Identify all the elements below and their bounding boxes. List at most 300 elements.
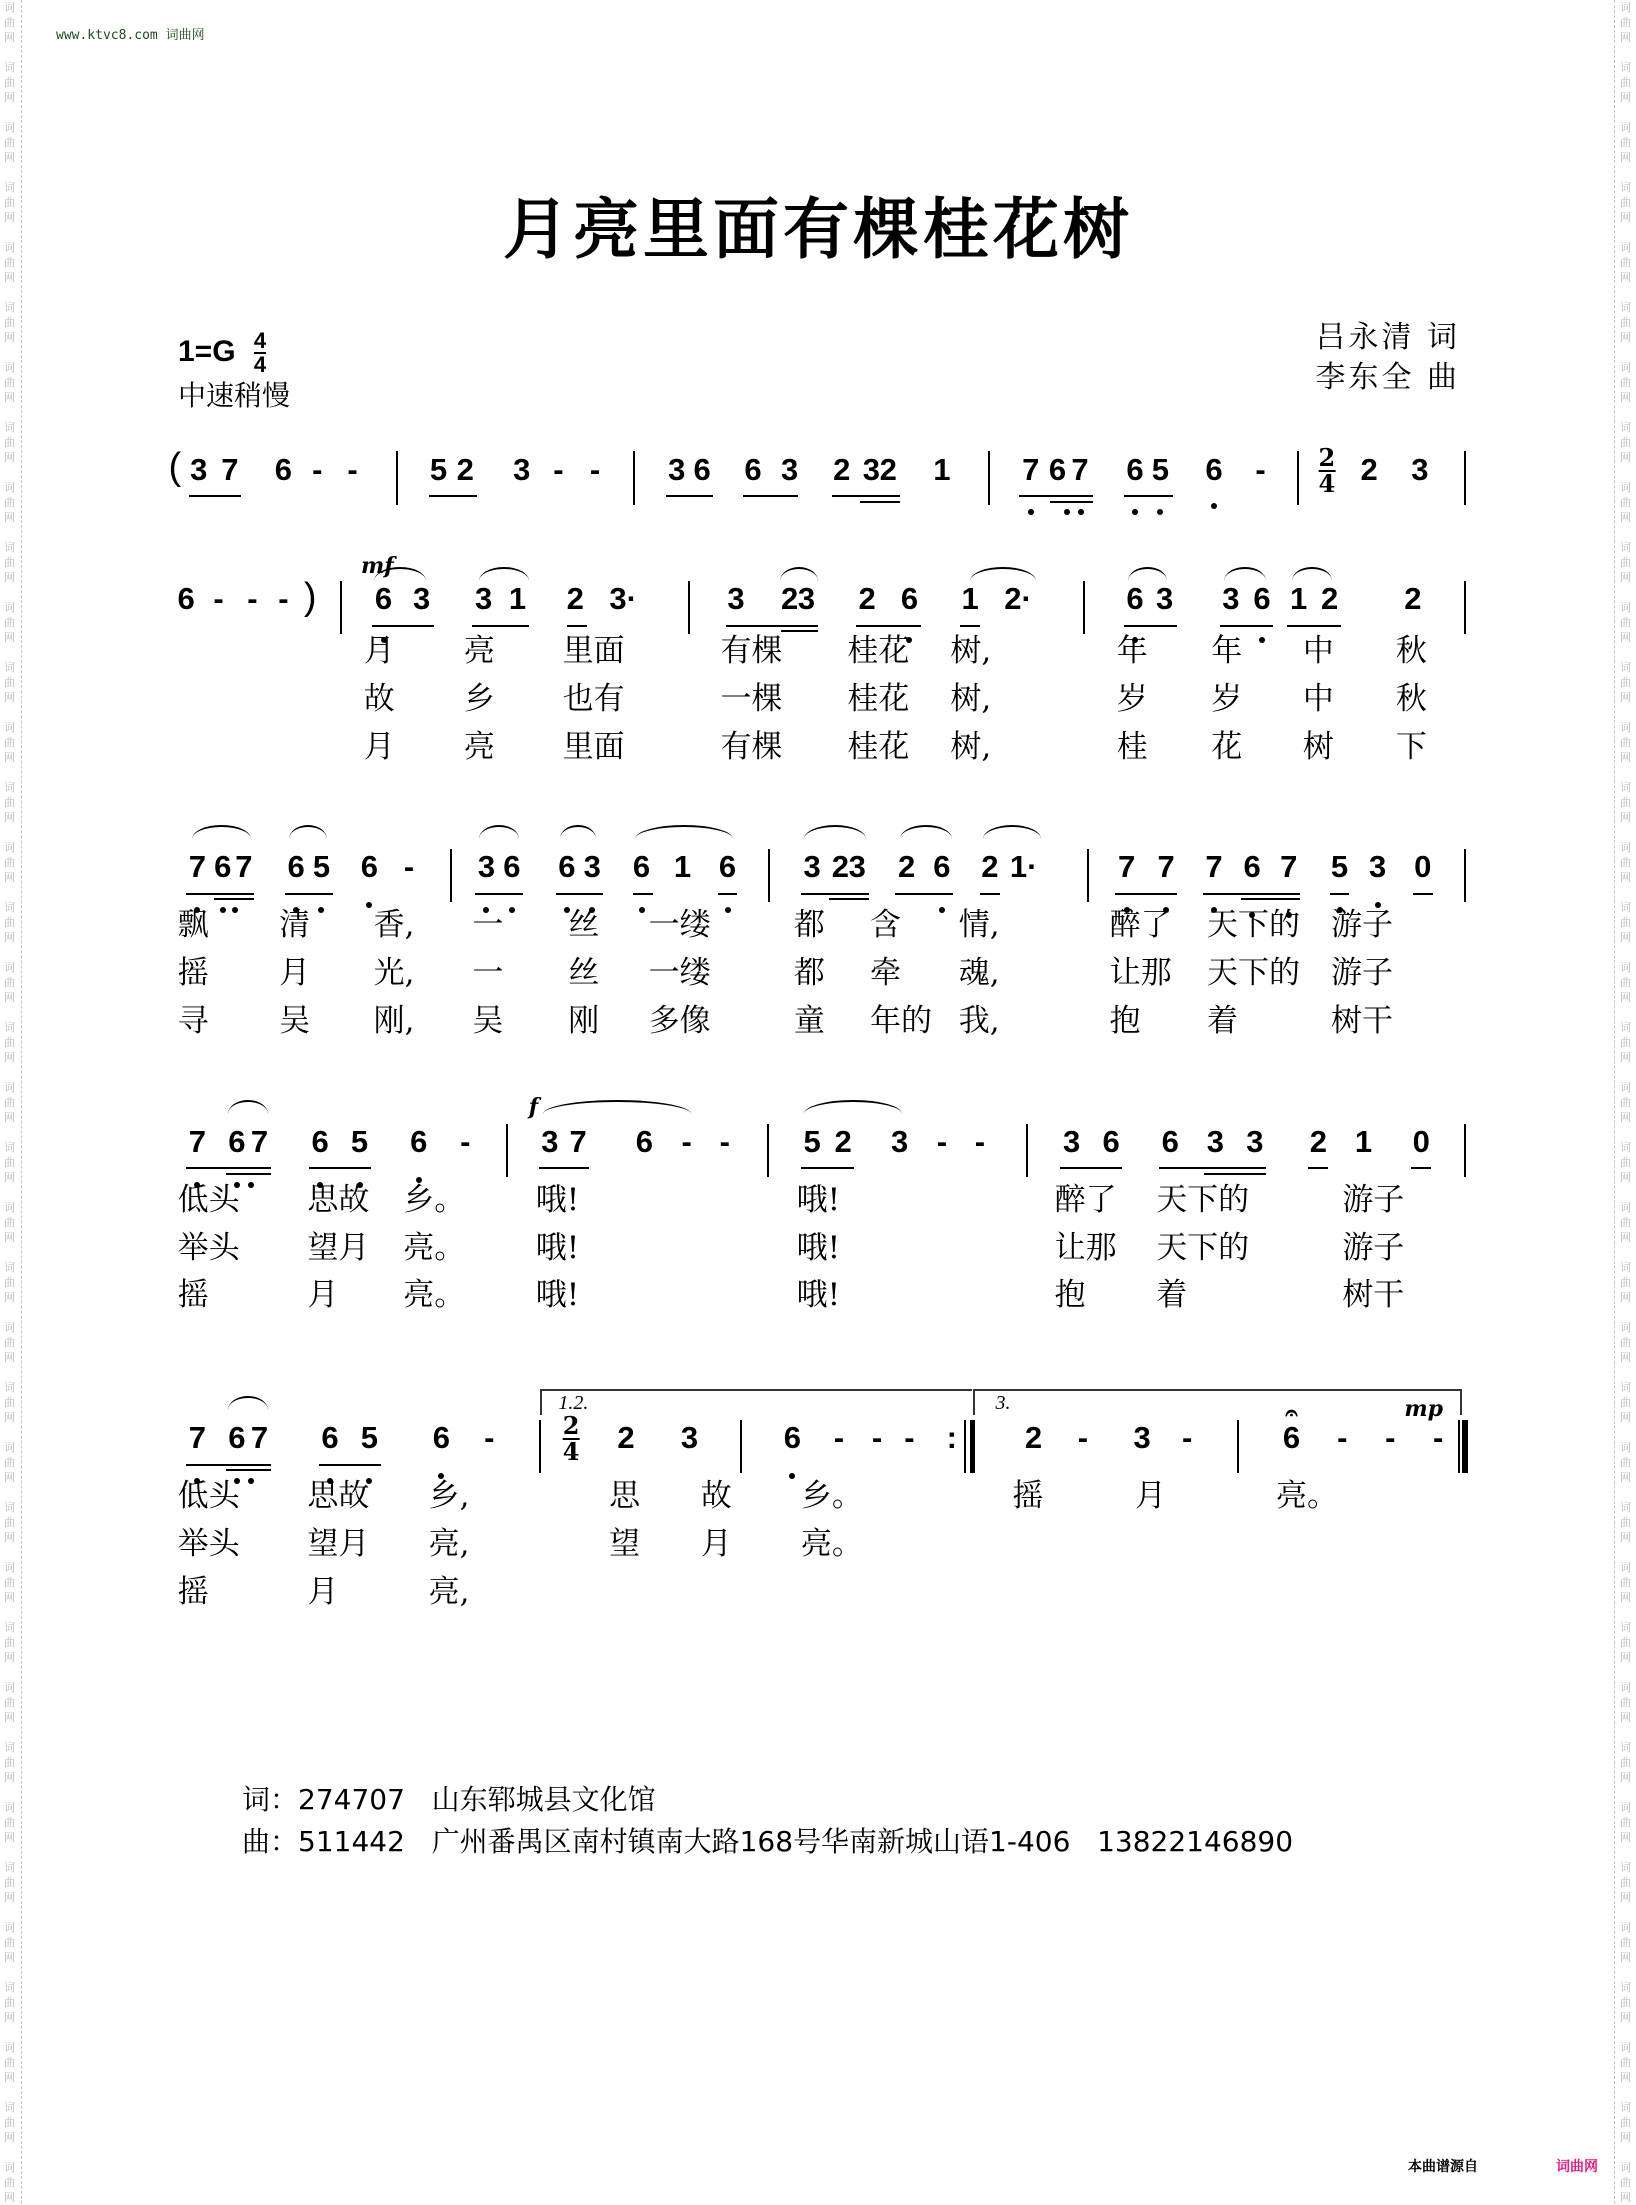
lyric: 下 — [1395, 728, 1427, 765]
note: 6 — [214, 849, 232, 885]
watermark-char: 曲 — [4, 1396, 15, 1409]
note: 3 — [583, 849, 601, 885]
watermark-char: 网 — [1620, 1471, 1631, 1484]
watermark-char: 曲 — [1620, 1816, 1631, 1829]
watermark-char: 词 — [1620, 1561, 1631, 1574]
octave-dot — [1132, 509, 1138, 515]
watermark-char: 词 — [4, 121, 15, 134]
lyric: 岁 — [1116, 681, 1148, 718]
watermark-char: 词 — [1620, 2101, 1631, 2114]
slur — [1292, 567, 1333, 581]
tempo-marking: 中速稍慢 — [178, 379, 291, 412]
watermark-char: 词 — [1620, 1441, 1631, 1454]
lyric: 光, — [373, 954, 415, 991]
slur — [1224, 567, 1266, 581]
lyric: 里面 — [562, 633, 625, 670]
beam-underline — [1060, 1167, 1122, 1169]
watermark-char: 网 — [1620, 751, 1631, 764]
note: 2 — [456, 451, 474, 487]
source-label: 本曲谱源自 — [1408, 2159, 1478, 2175]
watermark-char: 网 — [1620, 1591, 1631, 1604]
watermark-char: 网 — [1620, 1051, 1631, 1064]
watermark-char: 词 — [1620, 1801, 1631, 1814]
lyric: 树干 — [1342, 1277, 1405, 1314]
slur — [192, 825, 251, 839]
watermark-char: 词 — [4, 61, 15, 74]
bar-line — [1464, 1124, 1466, 1178]
slur — [780, 567, 818, 581]
note: - — [312, 451, 323, 487]
watermark-char: 曲 — [1620, 316, 1631, 329]
lyric: 一棵 — [720, 681, 783, 718]
watermark-char: 词 — [4, 601, 15, 614]
lyric: 哦! — [796, 1277, 841, 1314]
beam-underline — [633, 893, 653, 895]
bar-line — [1083, 581, 1085, 635]
note: 6 — [933, 849, 951, 885]
note: 6 — [558, 849, 576, 885]
watermark-char: 网 — [4, 391, 15, 404]
watermark-char: 网 — [1620, 1771, 1631, 1784]
note: 6 — [1243, 849, 1261, 885]
watermark-char: 曲 — [4, 1876, 15, 1889]
note: - — [213, 581, 224, 617]
beam-underline — [1204, 1173, 1266, 1175]
watermark-char: 网 — [1620, 31, 1631, 44]
watermark-char: 词 — [1620, 601, 1631, 614]
octave-dot — [1157, 509, 1163, 515]
watermark-char: 词 — [1620, 1981, 1631, 1994]
site-link[interactable]: www.ktvc8.com 词曲网 — [56, 28, 205, 43]
watermark-char: 词 — [1620, 541, 1631, 554]
watermark-char: 曲 — [4, 796, 15, 809]
watermark-char: 网 — [1620, 571, 1631, 584]
note: - — [403, 849, 415, 885]
beam-underline — [1115, 893, 1177, 895]
lyric: 乡 — [463, 681, 495, 718]
note: 3 — [513, 451, 531, 487]
lyric: 乡。 — [800, 1477, 863, 1514]
lyric: 魂, — [958, 954, 1000, 991]
watermark-char: 词 — [1620, 1081, 1631, 1094]
note: 6 — [632, 849, 651, 885]
watermark-char: 曲 — [1620, 2056, 1631, 2069]
note: 6 — [503, 849, 521, 885]
watermark-char: 曲 — [4, 1996, 15, 2009]
source-site-link[interactable]: 词曲网 — [1556, 2159, 1598, 2175]
note: - — [278, 581, 289, 617]
bar-line — [1026, 1124, 1028, 1178]
lyric: 着 — [1206, 1002, 1238, 1039]
watermark-char: 网 — [4, 1411, 15, 1424]
note: 3 — [890, 1124, 909, 1160]
watermark-char: 曲 — [1620, 376, 1631, 389]
note: 2 — [566, 581, 584, 617]
watermark-char: 曲 — [4, 1576, 15, 1589]
note: 6 — [228, 1124, 246, 1160]
note: 7 — [1071, 451, 1089, 487]
watermark-char: 词 — [4, 1201, 15, 1214]
note: - — [681, 1124, 692, 1160]
beam-underline — [832, 495, 900, 497]
beam-underline — [556, 893, 604, 895]
lyric: 思 — [609, 1477, 641, 1514]
note: 7 — [1205, 849, 1223, 885]
watermark-char: 词 — [4, 361, 15, 374]
watermark-char: 词 — [4, 1141, 15, 1154]
bar-line — [506, 1124, 508, 1178]
lyric: 思故 — [307, 1477, 370, 1514]
watermark-char: 网 — [1620, 211, 1631, 224]
lyric: 丝 — [568, 906, 600, 943]
volta-bracket-1 — [540, 1389, 972, 1415]
bar-line — [450, 849, 452, 903]
note: 2 — [1024, 1420, 1043, 1456]
bar-line — [768, 849, 770, 903]
watermark-char: 网 — [1620, 811, 1631, 824]
note: 2 — [831, 849, 849, 885]
beam-underline — [1308, 1167, 1328, 1169]
lyric: 月 — [1135, 1477, 1167, 1514]
watermark-char: 词 — [4, 781, 15, 794]
watermark-char: 词 — [4, 1321, 15, 1334]
slur — [228, 1396, 267, 1410]
watermark-char: 曲 — [4, 1096, 15, 1109]
watermark-char: 曲 — [4, 1756, 15, 1769]
lyric: 望 — [609, 1525, 641, 1562]
watermark-char: 网 — [4, 91, 15, 104]
note: 3 — [862, 451, 880, 487]
note: - — [904, 1420, 915, 1456]
note: 3 — [190, 451, 208, 487]
watermark-char: 词 — [1620, 1321, 1631, 1334]
watermark-char: 网 — [4, 691, 15, 704]
note: 1 — [673, 849, 692, 885]
lyric: 刚, — [373, 1002, 415, 1039]
watermark-char: 曲 — [1620, 1396, 1631, 1409]
watermark-char: 词 — [4, 1981, 15, 1994]
lyric: 醉了 — [1054, 1181, 1117, 1218]
slur — [560, 825, 597, 839]
beam-underline — [226, 1173, 271, 1175]
lyric: 望月 — [307, 1229, 370, 1266]
watermark-char: 网 — [4, 1171, 15, 1184]
note: 2 — [981, 849, 999, 885]
watermark-char: 网 — [1620, 1891, 1631, 1904]
watermark-char: 网 — [1620, 1111, 1631, 1124]
lyric: 亮。 — [800, 1525, 863, 1562]
lyric: 摇 — [177, 1573, 209, 1610]
watermark-char: 词 — [4, 661, 15, 674]
watermark-char: 网 — [4, 1591, 15, 1604]
bar-line — [1297, 451, 1299, 505]
beam-underline — [718, 893, 738, 895]
watermark-char: 曲 — [1620, 616, 1631, 629]
beam-underline — [1241, 898, 1300, 900]
bar-line — [1464, 849, 1466, 903]
note: 3 — [668, 451, 686, 487]
lyric: 一缕 — [648, 954, 711, 991]
watermark-char: 词 — [1620, 1381, 1631, 1394]
octave-dot — [639, 907, 645, 913]
watermark-char: 曲 — [4, 616, 15, 629]
watermark-char: 词 — [1620, 841, 1631, 854]
watermark-char: 网 — [1620, 1831, 1631, 1844]
note: 6 — [287, 849, 305, 885]
lyric: 有棵 — [720, 633, 783, 670]
bar-line — [633, 451, 635, 505]
note: 7 — [1022, 451, 1040, 487]
beam-underline — [1050, 501, 1092, 503]
watermark-char: 词 — [4, 1741, 15, 1754]
note: 3 — [1133, 1420, 1151, 1456]
octave-dot — [509, 907, 515, 913]
note: 6 — [274, 451, 293, 487]
beam-underline — [226, 1469, 271, 1471]
note: 7 — [188, 1420, 207, 1456]
watermark-char: 词 — [4, 1081, 15, 1094]
watermark-char: 词 — [4, 481, 15, 494]
lyric: 月 — [279, 954, 311, 991]
note: 6 — [1282, 1420, 1301, 1456]
fermata-icon: 𝄐 — [1285, 1399, 1298, 1425]
watermark-char: 网 — [1620, 1531, 1631, 1544]
note: 6 — [783, 1420, 802, 1456]
watermark-char: 网 — [4, 1051, 15, 1064]
watermark-char: 曲 — [4, 436, 15, 449]
watermark-char: 网 — [4, 631, 15, 644]
note: 2· — [1004, 581, 1032, 617]
note: 2 — [1404, 581, 1422, 617]
octave-dot — [366, 902, 372, 908]
note: 6 — [1205, 451, 1223, 487]
octave-dot — [1259, 637, 1265, 643]
lyric: 飘 — [177, 906, 209, 943]
watermark-char: 曲 — [1620, 796, 1631, 809]
watermark-char: 曲 — [1620, 1096, 1631, 1109]
left-watermark-strip — [4, 0, 18, 2204]
volta-label-2: 3. — [995, 1391, 1011, 1414]
note: 6 — [744, 451, 762, 487]
lyric: 天下的 — [1206, 954, 1300, 991]
beam-underline — [960, 625, 980, 627]
beam-underline — [856, 625, 921, 627]
watermark-char: 曲 — [4, 1936, 15, 1949]
lyric: 童 — [793, 1002, 825, 1039]
watermark-char: 曲 — [1620, 196, 1631, 209]
note: 6 — [1126, 581, 1144, 617]
lyric: 树 — [1302, 728, 1334, 765]
slur — [1128, 567, 1167, 581]
watermark-char: 曲 — [1620, 1876, 1631, 1889]
watermark-char: 网 — [4, 1351, 15, 1364]
watermark-char: 曲 — [4, 1636, 15, 1649]
note: 7 — [188, 849, 207, 885]
lyric: 游子 — [1342, 1229, 1405, 1266]
note: 7 — [1280, 849, 1298, 885]
watermark-char: 网 — [1620, 871, 1631, 884]
time-signature: $\frac{4}{4}$ — [253, 328, 267, 377]
watermark-char: 网 — [1620, 2071, 1631, 2084]
lyric: 刚 — [568, 1002, 600, 1039]
watermark-char: 网 — [1620, 151, 1631, 164]
watermark-char: 词 — [1620, 1501, 1631, 1514]
lyric: 里面 — [562, 728, 625, 765]
beam-underline — [1159, 1167, 1266, 1169]
note: 3 — [477, 849, 496, 885]
note: 5 — [803, 1124, 821, 1160]
lyric: 一 — [472, 906, 504, 943]
beam-underline — [1124, 495, 1173, 497]
watermark-char: 词 — [1620, 241, 1631, 254]
watermark-char: 词 — [1620, 301, 1631, 314]
octave-dot — [248, 1478, 254, 1484]
bar-line — [740, 1420, 742, 1474]
watermark-char: 网 — [4, 2071, 15, 2084]
octave-dot — [1211, 503, 1217, 509]
lyric: 一缕 — [648, 906, 711, 943]
beam-underline — [309, 1167, 371, 1169]
lyric: 中 — [1302, 681, 1334, 718]
right-margin-divider — [1614, 0, 1615, 2204]
time-change: 2 4 — [562, 1411, 580, 1467]
lyric: 丝 — [568, 954, 600, 991]
note: - — [871, 1420, 883, 1456]
lyric: 天下的 — [1156, 1181, 1250, 1218]
lyric: 摇 — [1012, 1477, 1044, 1514]
watermark-char: 网 — [4, 1831, 15, 1844]
lyric: 月 — [363, 633, 395, 670]
note: 6 — [1253, 581, 1271, 617]
note: - — [553, 451, 564, 487]
watermark-char: 词 — [4, 2101, 15, 2114]
watermark-char: 词 — [1620, 1861, 1631, 1874]
lyric: 树干 — [1331, 1002, 1394, 1039]
note: 5 — [312, 849, 331, 885]
watermark-char: 曲 — [4, 256, 15, 269]
note: - — [936, 1124, 948, 1160]
lyric: 低头 — [177, 1477, 240, 1514]
watermark-char: 曲 — [1620, 1996, 1631, 2009]
watermark-char: 词 — [4, 1921, 15, 1934]
watermark-char: 曲 — [1620, 256, 1631, 269]
watermark-char: 曲 — [4, 1276, 15, 1289]
lyric: 让那 — [1054, 1229, 1117, 1266]
watermark-char: 词 — [1620, 901, 1631, 914]
footer-composer-contact: 曲：511442 广州番禺区南村镇南大路168号华南新城山语1-406 13822146890 — [242, 1825, 1294, 1858]
note: 6 — [1161, 1124, 1179, 1160]
lyric: 亮。 — [1276, 1477, 1339, 1514]
note: 1 — [961, 581, 979, 617]
watermark-char: 网 — [4, 751, 15, 764]
lyric: 举头 — [177, 1229, 240, 1266]
watermark-char: 网 — [1620, 91, 1631, 104]
note: 2 — [617, 1420, 635, 1456]
beam-underline — [475, 893, 523, 895]
watermark-char: 曲 — [1620, 16, 1631, 29]
lyric: 月 — [700, 1525, 732, 1562]
close-paren: ) — [303, 575, 317, 618]
lyric: 着 — [1156, 1277, 1188, 1314]
lyric: 吴 — [472, 1002, 504, 1039]
note: - — [1077, 1420, 1089, 1456]
octave-dot — [248, 1182, 254, 1188]
lyric: 岁 — [1211, 681, 1243, 718]
beam-underline — [829, 898, 868, 900]
watermark-char: 网 — [4, 991, 15, 1004]
lyric: 亮 — [463, 728, 495, 765]
beam-underline — [726, 625, 818, 627]
watermark-char: 网 — [4, 811, 15, 824]
lyric: 桂花 — [847, 633, 910, 670]
note: - — [1255, 451, 1266, 487]
beam-underline — [372, 625, 434, 627]
note: 5 — [360, 1420, 379, 1456]
watermark-char: 网 — [1620, 2131, 1631, 2144]
note: 0 — [1414, 849, 1432, 885]
note: 5 — [1330, 849, 1349, 885]
watermark-char: 网 — [4, 211, 15, 224]
beam-underline — [189, 495, 241, 497]
note: 7 — [1117, 849, 1136, 885]
watermark-char: 网 — [1620, 451, 1631, 464]
watermark-char: 词 — [4, 1561, 15, 1574]
note: 6 — [718, 849, 737, 885]
watermark-char: 曲 — [4, 2176, 15, 2189]
volta-bracket-2 — [973, 1389, 1462, 1415]
watermark-char: 曲 — [4, 856, 15, 869]
watermark-char: 曲 — [4, 136, 15, 149]
lyric: 醉了 — [1109, 906, 1172, 943]
note: 6 — [432, 1420, 450, 1456]
lyric: 月 — [307, 1573, 339, 1610]
watermark-char: 曲 — [4, 1216, 15, 1229]
lyric: 多像 — [648, 1002, 711, 1039]
lyric: 年 — [1116, 633, 1148, 670]
watermark-char: 网 — [1620, 2191, 1631, 2204]
watermark-char: 曲 — [4, 76, 15, 89]
note: 2 — [879, 451, 897, 487]
note: 2 — [898, 849, 916, 885]
beam-underline — [1413, 893, 1433, 895]
beam-underline — [186, 893, 254, 895]
watermark-char: 曲 — [4, 1696, 15, 1709]
lyric: 吴 — [279, 1002, 311, 1039]
watermark-char: 曲 — [4, 916, 15, 929]
open-paren: ( — [168, 445, 182, 488]
watermark-char: 词 — [4, 721, 15, 734]
watermark-char: 曲 — [4, 196, 15, 209]
watermark-char: 网 — [1620, 1711, 1631, 1724]
slur — [900, 825, 952, 839]
lyric: 中 — [1302, 633, 1334, 670]
watermark-char: 曲 — [1620, 496, 1631, 509]
watermark-char: 词 — [4, 901, 15, 914]
lyric: 牵 — [869, 954, 901, 991]
beam-underline — [666, 495, 714, 497]
beam-underline — [1203, 893, 1300, 895]
lyric: 花 — [1211, 728, 1243, 765]
watermark-char: 网 — [4, 151, 15, 164]
lyric: 年 — [1211, 633, 1243, 670]
lyric: 年的 — [869, 1002, 932, 1039]
note: 3 — [780, 451, 799, 487]
note: 3 — [803, 849, 821, 885]
bar-line — [964, 1420, 966, 1474]
watermark-char: 曲 — [4, 16, 15, 29]
note: - — [484, 1420, 495, 1456]
watermark-char: 曲 — [1620, 2116, 1631, 2129]
